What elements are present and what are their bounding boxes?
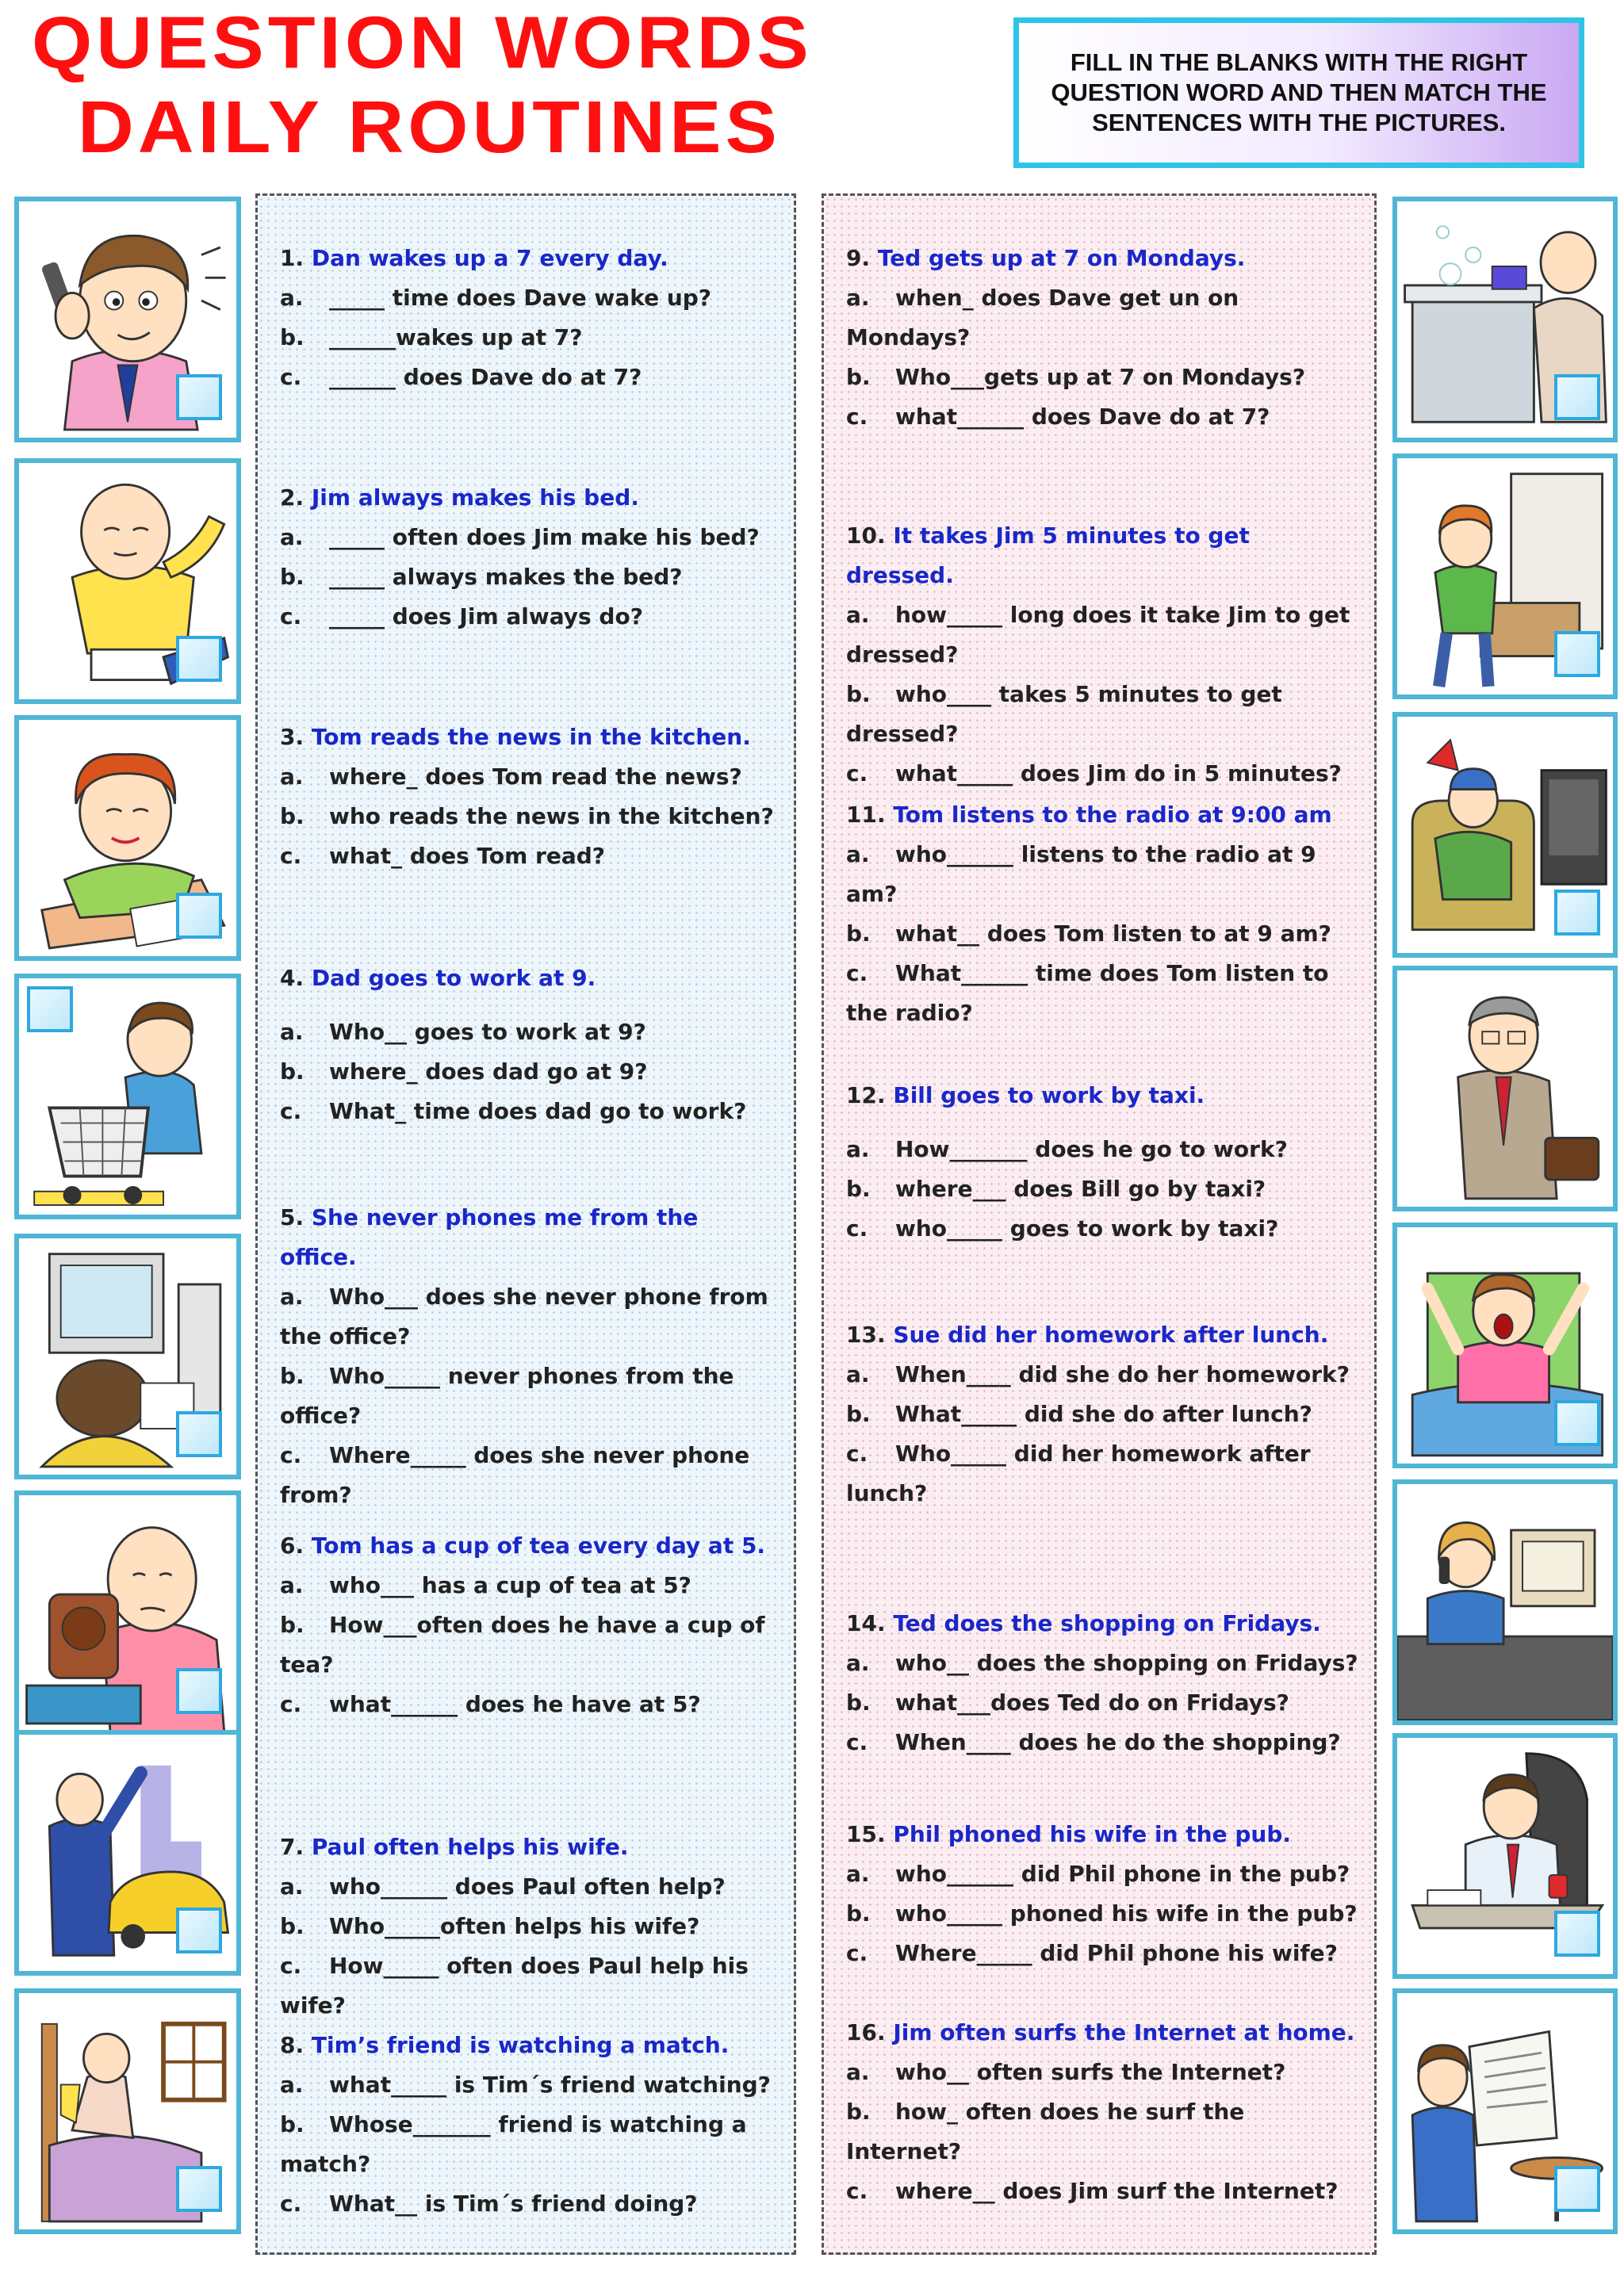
answer-checkbox[interactable] (27, 986, 73, 1032)
answer-checkbox[interactable] (1554, 374, 1600, 420)
picture-woman-yawning-in-bed (1392, 1223, 1618, 1468)
option-c: c. What__ is Tim´s friend doing? (280, 2191, 698, 2217)
question-block-10 (846, 516, 1360, 794)
option-c: c. When____ does he do the shopping? (846, 1729, 1341, 1755)
title-line-1: QUESTION WORDS (32, 0, 813, 84)
picture-woman-at-desk (14, 715, 241, 961)
option-c: c. Where_____ does she never phone from? (280, 1442, 750, 1508)
questions-column-right (822, 193, 1377, 2255)
option-a: a. Who__ goes to work at 9? (280, 1019, 646, 1045)
question-sentence: 1. Dan wakes up a 7 every day. (280, 245, 668, 271)
question-sentence: 12. Bill goes to work by taxi. (846, 1082, 1205, 1108)
option-c: c. How_____ often does Paul help his wife? (280, 1953, 749, 2019)
question-block-12 (846, 1076, 1360, 1249)
option-b: b. Who___gets up at 7 on Mondays? (846, 364, 1306, 390)
picture-man-with-briefcase (1392, 966, 1618, 1211)
option-a: a. _____ time does Dave wake up? (280, 285, 712, 311)
question-sentence: 2. Jim always makes his bed. (280, 484, 639, 511)
option-a: a. where_ does Tom read the news? (280, 763, 742, 790)
option-b: b. what__ does Tom listen to at 9 am? (846, 920, 1331, 947)
question-sentence: 15. Phil phoned his wife in the pub. (846, 1821, 1292, 1847)
option-b: b. _____ always makes the bed? (280, 564, 683, 590)
picture-man-on-phone (14, 197, 241, 442)
question-block-1 (280, 239, 779, 397)
question-sentence: 8. Tim’s friend is watching a match. (280, 2032, 730, 2058)
option-c: c. Where_____ did Phil phone his wife? (846, 1940, 1338, 1966)
question-block-8 (280, 2026, 779, 2224)
question-block-2 (280, 478, 779, 637)
option-b: b. who reads the news in the kitchen? (280, 803, 774, 829)
answer-checkbox[interactable] (176, 2166, 222, 2212)
option-c: c. what_____ does Jim do in 5 minutes? (846, 760, 1342, 786)
page-title (32, 0, 1007, 169)
instructions-box (1013, 17, 1584, 168)
picture-woman-on-phone-at-computer (1392, 1479, 1618, 1725)
picture-stretching-boy (14, 458, 241, 704)
instructions-text: FILL IN THE BLANKS WITH THE RIGHT QUESTION WORD AND THEN MATCH THE SENTENCES WITH THE PICTURES. (1051, 48, 1547, 136)
man-with-briefcase-icon (1397, 970, 1613, 1207)
option-a: a. who______ does Paul often help? (280, 1873, 726, 1900)
answer-checkbox[interactable] (176, 1411, 222, 1457)
answer-checkbox[interactable] (1554, 2166, 1600, 2212)
question-block-15 (846, 1815, 1360, 1973)
option-b: b. Who_____often helps his wife? (280, 1913, 700, 1939)
answer-checkbox[interactable] (176, 374, 222, 420)
option-c: c. What______ time does Tom listen to the radio? (846, 960, 1329, 1026)
option-a: a. who__ does the shopping on Fridays? (846, 1650, 1358, 1676)
answer-checkbox[interactable] (176, 1668, 222, 1714)
option-c: c. _____ does Jim always do? (280, 603, 643, 629)
question-block-5 (280, 1198, 779, 1515)
question-sentence: 3. Tom reads the news in the kitchen. (280, 724, 751, 750)
question-block-6 (280, 1526, 779, 1724)
answer-checkbox[interactable] (1554, 1911, 1600, 1957)
question-sentence: 4. Dad goes to work at 9. (280, 965, 596, 991)
option-c: c. what______ does Dave do at 7? (846, 404, 1270, 430)
picture-man-reading-newspaper (1392, 1988, 1618, 2234)
answer-checkbox[interactable] (1554, 1400, 1600, 1446)
option-b: b. where_ does dad go at 9? (280, 1058, 648, 1085)
question-sentence: 10. It takes Jim 5 minutes to get dressed. (846, 522, 1250, 588)
question-block-3 (280, 718, 779, 876)
option-c: c. what_ does Tom read? (280, 843, 606, 869)
picture-man-at-office-desk (1392, 1733, 1618, 1979)
option-c: c. ______ does Dave do at 7? (280, 364, 642, 390)
picture-boy-making-bed (1392, 453, 1618, 699)
question-block-16 (846, 2013, 1360, 2211)
option-b: b. ______wakes up at 7? (280, 324, 583, 350)
answer-checkbox[interactable] (176, 636, 222, 682)
question-block-4 (280, 959, 779, 1131)
option-c: c. Who_____ did her homework after lunch? (846, 1441, 1311, 1506)
option-b: b. What_____ did she do after lunch? (846, 1401, 1312, 1427)
answer-checkbox[interactable] (176, 1908, 222, 1954)
picture-person-at-computer (14, 1234, 241, 1479)
option-c: c. who_____ goes to work by taxi? (846, 1215, 1279, 1242)
question-block-14 (846, 1604, 1360, 1762)
picture-man-getting-up (14, 1988, 241, 2234)
question-sentence: 5. She never phones me from the office. (280, 1204, 699, 1270)
questions-column-left (255, 193, 796, 2255)
answer-checkbox[interactable] (1554, 890, 1600, 936)
question-sentence: 9. Ted gets up at 7 on Mondays. (846, 245, 1246, 271)
question-block-7 (280, 1827, 779, 2026)
picture-man-in-armchair (1392, 712, 1618, 958)
answer-checkbox[interactable] (176, 893, 222, 939)
option-a: a. how_____ long does it take Jim to get dressed? (846, 602, 1350, 668)
question-sentence: 6. Tom has a cup of tea every day at 5. (280, 1533, 766, 1559)
option-c: c. what______ does he have at 5? (280, 1691, 701, 1717)
question-block-9 (846, 239, 1360, 437)
question-sentence: 11. Tom listens to the radio at 9:00 am (846, 802, 1332, 828)
option-b: b. who____ takes 5 minutes to get dressed? (846, 681, 1282, 747)
option-a: a. How_______ does he go to work? (846, 1136, 1288, 1162)
picture-man-hailing-taxi (14, 1730, 241, 1976)
option-a: a. who___ has a cup of tea at 5? (280, 1572, 691, 1598)
option-a: a. what_____ is Tim´s friend watching? (280, 2072, 771, 2098)
question-sentence: 16. Jim often surfs the Internet at home. (846, 2019, 1355, 2045)
option-a: a. who______ did Phil phone in the pub? (846, 1861, 1350, 1887)
question-block-11 (846, 795, 1360, 1033)
option-b: b. where___ does Bill go by taxi? (846, 1176, 1266, 1202)
woman-on-phone-at-computer-icon (1397, 1484, 1613, 1720)
question-block-13 (846, 1315, 1360, 1513)
option-b: b. who_____ phoned his wife in the pub? (846, 1900, 1358, 1927)
option-b: b. how_ often does he surf the Internet? (846, 2099, 1245, 2164)
picture-man-in-bath (1392, 197, 1618, 442)
option-b: b. How___often does he have a cup of tea? (280, 1612, 765, 1678)
option-c: c. where__ does Jim surf the Internet? (846, 2178, 1339, 2204)
option-b: b. Whose_______ friend is watching a match? (280, 2111, 747, 2177)
question-sentence: 7. Paul often helps his wife. (280, 1834, 629, 1860)
title-line-2: DAILY ROUTINES (78, 85, 781, 168)
option-a: a. when_ does Dave get un on Mondays? (846, 285, 1239, 350)
question-sentence: 14. Ted does the shopping on Fridays. (846, 1610, 1321, 1636)
option-a: a. _____ often does Jim make his bed? (280, 524, 760, 550)
picture-boy-with-cart (14, 974, 241, 1219)
option-b: b. what___does Ted do on Fridays? (846, 1689, 1289, 1716)
option-a: a. who______ listens to the radio at 9 am? (846, 841, 1316, 907)
option-c: c. What_ time does dad go to work? (280, 1098, 747, 1124)
question-sentence: 13. Sue did her homework after lunch. (846, 1322, 1329, 1348)
option-a: a. When____ did she do her homework? (846, 1361, 1350, 1387)
option-a: a. Who___ does she never phone from the office? (280, 1284, 768, 1349)
picture-man-with-radio (14, 1490, 241, 1736)
option-b: b. Who_____ never phones from the office? (280, 1363, 734, 1429)
answer-checkbox[interactable] (1554, 631, 1600, 677)
option-a: a. who__ often surfs the Internet? (846, 2059, 1286, 2085)
